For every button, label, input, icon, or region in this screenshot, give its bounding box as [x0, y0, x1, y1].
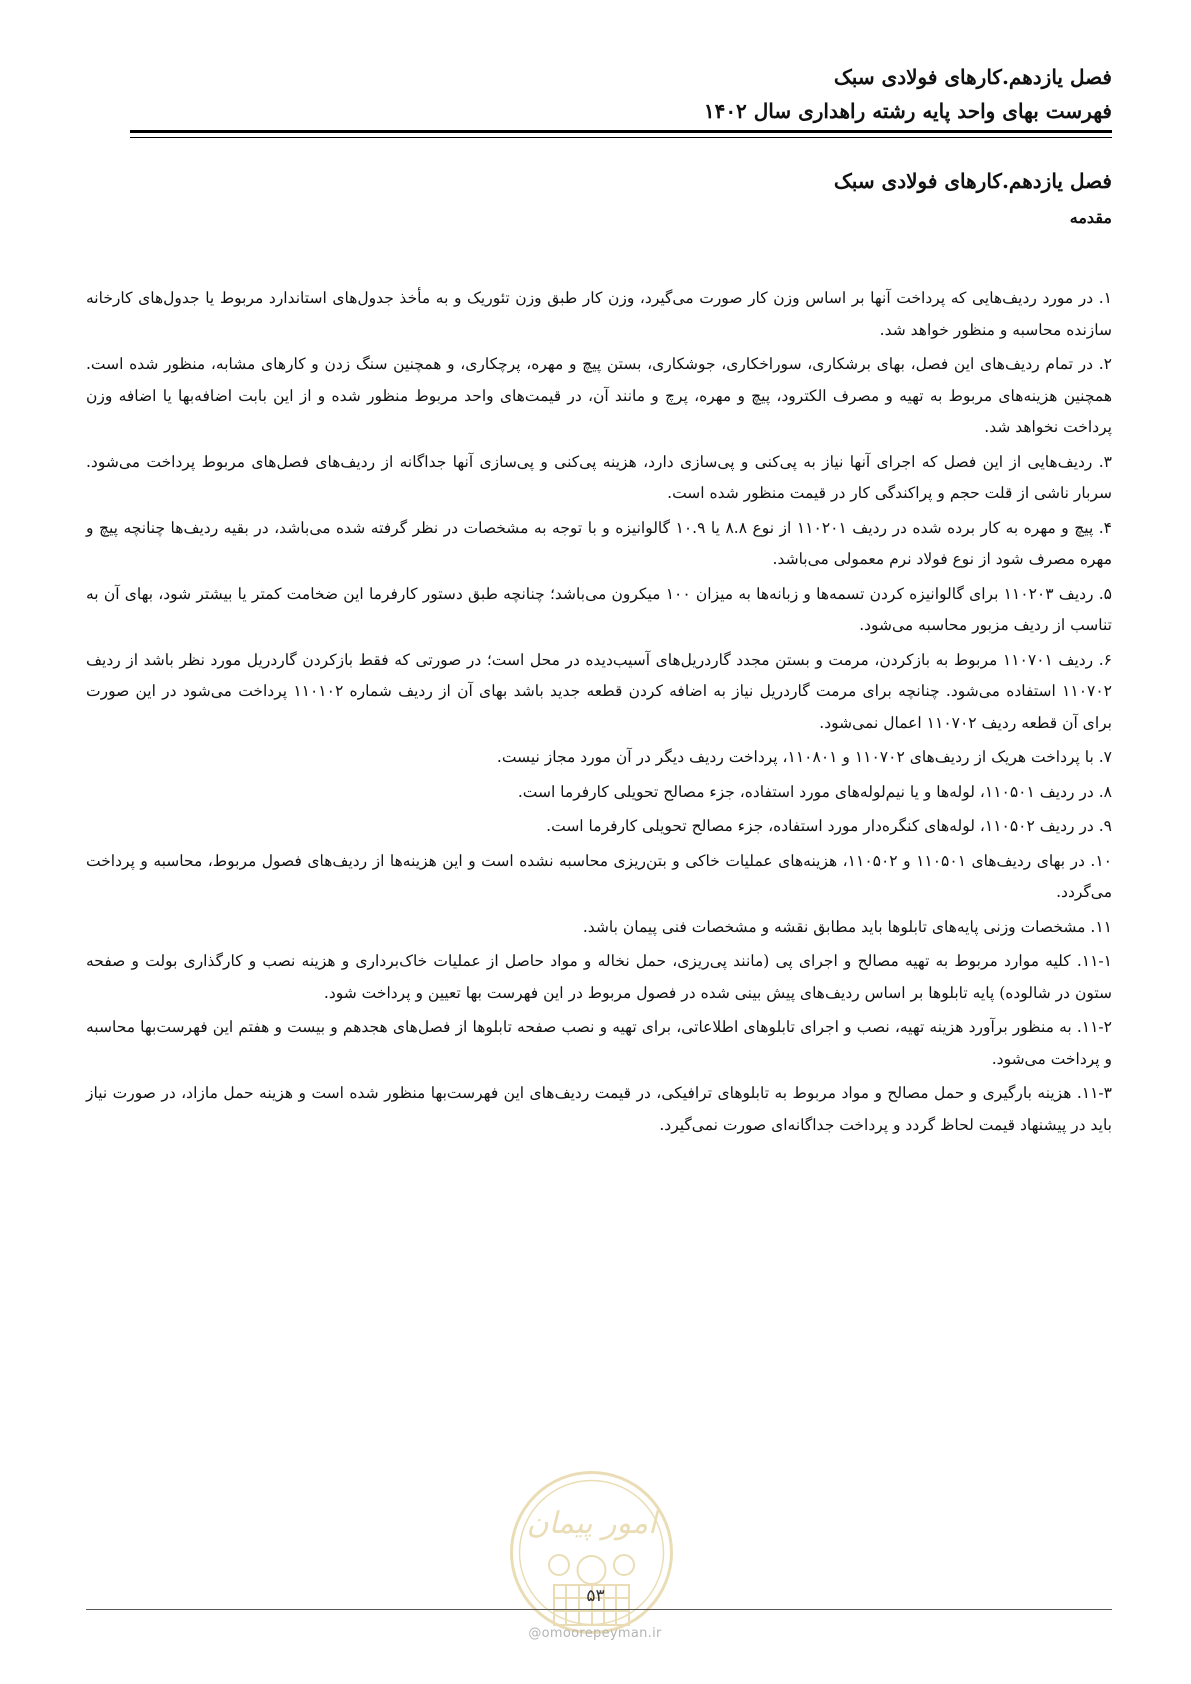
paragraph-11-1: ۱۱-۱. کلیه موارد مربوط به تهیه مصالح و اجرای پی (مانند پی‌ریزی، حمل نخاله و مواد حاصل از عملیات خاک‌برداری و هزینه نصب و کارگذاری بولت و صفحه ستون در شالوده) پایه تابلوها بر اساس ردیف‌های پیش بینی شده در فصول مربوط در این فهرست بها تعیین و پرداخت شود. [86, 952, 1112, 1002]
omoore-peyman-seal-icon [504, 1465, 679, 1640]
paragraph-4: ۴. پیچ و مهره به کار برده شده در ردیف ۱۱۰۲۰۱ از نوع ۸.۸ یا ۱۰.۹ گالوانیزه و با توجه به مشخصات در نظر گرفته شده می‌باشد، در بقیه ردیف‌ها چنانچه پیچ و مهره مصرف شود از نوع فولاد نرم معمولی می‌باشد. [86, 518, 1112, 568]
footer-url: @omoorepeyman.ir [528, 1626, 662, 1641]
paragraph-9: ۹. در ردیف ۱۱۰۵۰۲، لوله‌های کنگره‌دار مورد استفاده، جزء مصالح تحویلی کارفرما است. [546, 817, 1112, 835]
footer-rule [86, 1609, 1112, 1610]
paragraph-5: ۵. ردیف ۱۱۰۲۰۳ برای گالوانیزه کردن تسمه‌ها و زبانه‌ها به میزان ۱۰۰ میکرون می‌باشد؛ چنانچه طبق دستور کارفرما این ضخامت کمتر یا بیشتر شود، بهای آن به تناسب از ردیف مزبور محاسبه می‌شود. [86, 584, 1112, 634]
paragraph-11-2: ۱۱-۲. به منظور برآورد هزینه تهیه، نصب و اجرای تابلوهای اطلاعاتی، برای تهیه و نصب صفحه تابلوها از فصل‌های هجدهم و بیست و هفتم این فهرست‌بها محاسبه و پرداخت می‌شود. [86, 1018, 1112, 1068]
section-subtitle: مقدمه [1069, 208, 1112, 227]
seal-lettering: امور پیمان [526, 1506, 657, 1541]
paragraph-7: ۷. با پرداخت هریک از ردیف‌های ۱۱۰۷۰۲ و ۱۱۰۸۰۱، پرداخت ردیف دیگر در آن مورد مجاز نیست. [496, 748, 1112, 766]
running-header [130, 60, 1112, 128]
header-rule-thin [130, 137, 1112, 138]
paragraph-1: ۱. در مورد ردیف‌هایی که پرداخت آنها بر اساس وزن کار صورت می‌گیرد، وزن کار طبق وزن تئوریک و به مأخذ جدول‌های استاندارد مربوط یا جدول‌های کارخانه سازنده محاسبه و منظور خواهد شد. [86, 289, 1112, 339]
header-book-title: فهرست بهای واحد پایه رشته راهداری سال ۱۴۰۲ [703, 99, 1112, 123]
paragraph-2: ۲. در تمام ردیف‌های این فصل، بهای برشکاری، سوراخکاری، جوشکاری، بستن پیچ و مهره، پرچکاری، و همچنین سنگ زدن و کارهای مشابه، منظور شده است. همچنین هزینه‌های مربوط به تهیه و مصرف الکترود، پیچ و مهره، پرچ و مانند آن، در قیمت‌های واحد مربوط منظور شده و از این بابت اضافه‌بها یا اضافه وزن پرداخت نخواهد شد. [86, 355, 1112, 436]
section-title: فصل یازدهم.کارهای فولادی سبک [833, 169, 1112, 193]
page-number: ۵۳ [586, 1586, 605, 1606]
paragraph-8: ۸. در ردیف ۱۱۰۵۰۱، لوله‌ها و یا نیم‌لوله‌های مورد استفاده، جزء مصالح تحویلی کارفرما است. [517, 782, 1112, 801]
paragraph-11-3: ۱۱-۳. هزینه بارگیری و حمل مصالح و مواد مربوط به تابلوهای ترافیکی، در قیمت ردیف‌های این فهرست‌بها منظور شده است و هزینه حمل مازاد، در صورت نیاز باید در پیشنهاد قیمت لحاظ گردد و پرداخت جداگانه‌ای صورت نمی‌گیرد. [86, 1084, 1112, 1134]
body-text [86, 283, 1112, 1144]
header-chapter-title: فصل یازدهم.کارهای فولادی سبک [833, 65, 1112, 89]
paragraph-6: ۶. ردیف ۱۱۰۷۰۱ مربوط به بازکردن، مرمت و بستن مجدد گاردریل‌های آسیب‌دیده در محل است؛ در صورتی که فقط بازکردن گاردریل مورد نظر باشد از ردیف ۱۱۰۷۰۲ استفاده می‌شود. چنانچه برای مرمت گاردریل نیاز به اضافه کردن قطعه جدید باشد بهای آن از ردیف شماره ۱۱۰۱۰۲ پرداخت می‌شود در این صورت برای آن قطعه ردیف ۱۱۰۷۰۲ اعمال نمی‌شود. [86, 650, 1112, 732]
paragraph-11: ۱۱. مشخصات وزنی پایه‌های تابلوها باید مطابق نقشه و مشخصات فنی پیمان باشد. [582, 917, 1112, 936]
header-rule-thick [130, 130, 1112, 133]
paragraph-3: ۳. ردیف‌هایی از این فصل که اجرای آنها نیاز به پی‌کنی و پی‌سازی دارد، هزینه پی‌کنی و پی‌سازی آنها جداگانه از ردیف‌های فصل‌های مربوط پرداخت می‌شود. سربار ناشی از قلت حجم و پراکندگی کار در قیمت منظور شده است. [86, 452, 1112, 502]
paragraph-10: ۱۰. در بهای ردیف‌های ۱۱۰۵۰۱ و ۱۱۰۵۰۲، هزینه‌های عملیات خاکی و بتن‌ریزی محاسبه نشده است و این هزینه‌ها از ردیف‌های فصول مربوط، محاسبه و پرداخت می‌گردد. [86, 851, 1113, 901]
